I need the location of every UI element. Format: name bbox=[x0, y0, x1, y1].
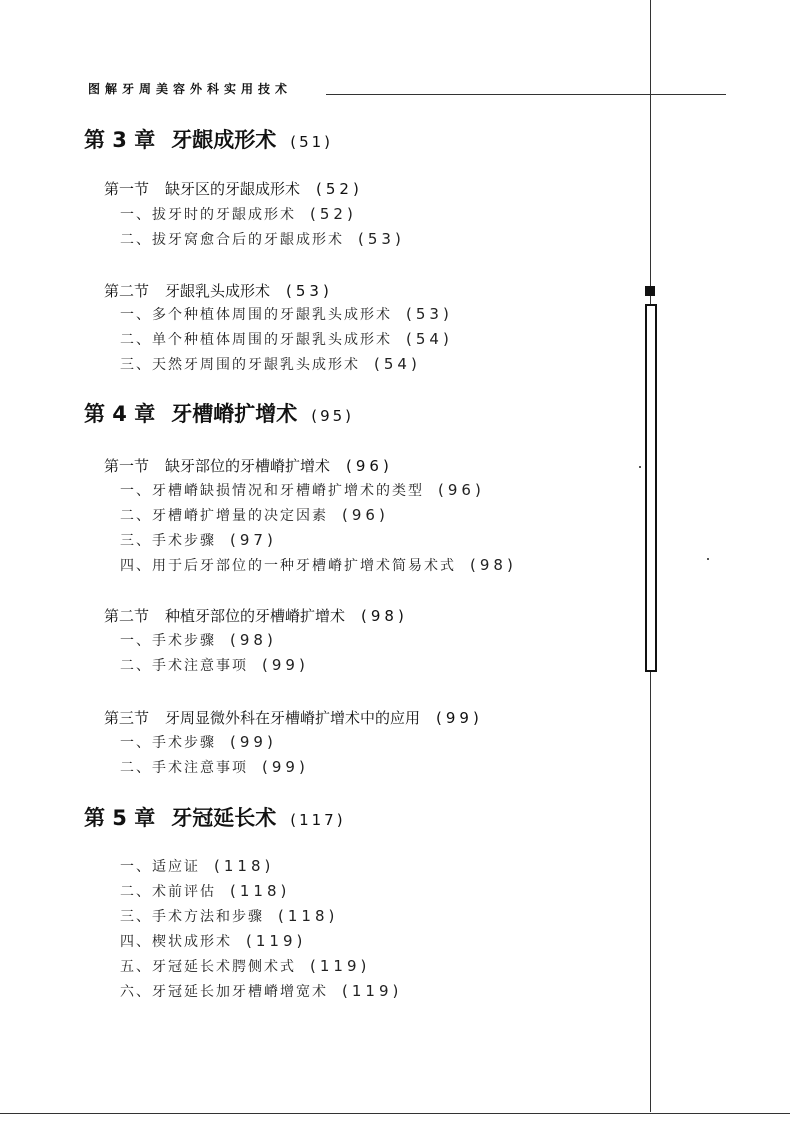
toc-item[interactable] bbox=[120, 480, 485, 500]
section-title: 缺牙部位的牙槽嵴扩增术 bbox=[165, 457, 331, 475]
toc-item[interactable] bbox=[120, 981, 402, 1001]
item-text: 六、牙冠延长加牙槽嵴增宽术 bbox=[120, 984, 328, 1000]
bookmark-bar bbox=[645, 304, 657, 672]
toc-item[interactable] bbox=[120, 655, 309, 675]
section-number: 第二节 bbox=[104, 282, 150, 300]
scan-speck bbox=[639, 466, 641, 468]
toc-item[interactable] bbox=[120, 732, 277, 752]
item-page: (99) bbox=[230, 733, 277, 751]
item-page: (97) bbox=[230, 531, 277, 549]
item-page: (98) bbox=[470, 556, 517, 574]
item-page: (119) bbox=[342, 982, 403, 1000]
running-header: 图解牙周美容外科实用技术 bbox=[88, 82, 293, 96]
section-title: 缺牙区的牙龈成形术 bbox=[165, 180, 301, 198]
chapter-4-heading[interactable] bbox=[84, 398, 354, 428]
item-text: 二、牙槽嵴扩增量的决定因素 bbox=[120, 508, 328, 524]
item-text: 三、手术步骤 bbox=[120, 533, 216, 549]
section-title: 牙龈乳头成形术 bbox=[165, 282, 271, 300]
toc-item[interactable] bbox=[120, 505, 389, 525]
section-page: (98) bbox=[361, 607, 408, 625]
item-page: (98) bbox=[230, 631, 277, 649]
toc-section[interactable] bbox=[104, 605, 408, 626]
item-text: 三、手术方法和步骤 bbox=[120, 909, 264, 925]
section-page: (96) bbox=[346, 457, 393, 475]
toc-item[interactable] bbox=[120, 881, 290, 901]
item-page: (54) bbox=[374, 355, 421, 373]
item-text: 二、单个种植体周围的牙龈乳头成形术 bbox=[120, 332, 392, 348]
item-text: 五、牙冠延长术腭侧术式 bbox=[120, 959, 296, 975]
chapter-title: 牙槽嵴扩增术 bbox=[171, 402, 298, 426]
section-page: (99) bbox=[436, 709, 483, 727]
item-page: (118) bbox=[214, 857, 275, 875]
item-text: 四、楔状成形术 bbox=[120, 934, 232, 950]
item-text: 三、天然牙周围的牙龈乳头成形术 bbox=[120, 357, 360, 373]
section-number: 第三节 bbox=[104, 709, 150, 727]
item-page: (54) bbox=[406, 330, 453, 348]
item-page: (118) bbox=[278, 907, 339, 925]
toc-item[interactable] bbox=[120, 229, 405, 249]
toc-section[interactable] bbox=[104, 455, 393, 476]
item-page: (119) bbox=[310, 957, 371, 975]
item-page: (53) bbox=[406, 305, 453, 323]
toc-section[interactable] bbox=[104, 707, 483, 728]
chapter-title: 牙冠延长术 bbox=[171, 806, 277, 830]
item-text: 一、拔牙时的牙龈成形术 bbox=[120, 207, 296, 223]
toc-item[interactable] bbox=[120, 329, 453, 349]
item-text: 一、手术步骤 bbox=[120, 633, 216, 649]
chapter-5-heading[interactable] bbox=[84, 802, 346, 832]
bookmark-marker-icon bbox=[645, 286, 655, 296]
section-title: 种植牙部位的牙槽嵴扩增术 bbox=[165, 607, 346, 625]
item-page: (52) bbox=[310, 205, 357, 223]
toc-section[interactable] bbox=[104, 280, 333, 301]
chapter-number: 第 4 章 bbox=[84, 402, 156, 426]
item-text: 一、多个种植体周围的牙龈乳头成形术 bbox=[120, 307, 392, 323]
section-page: (52) bbox=[316, 180, 363, 198]
toc-item[interactable] bbox=[120, 530, 277, 550]
item-text: 一、牙槽嵴缺损情况和牙槽嵴扩增术的类型 bbox=[120, 483, 424, 499]
toc-item[interactable] bbox=[120, 956, 370, 976]
chapter-number: 第 5 章 bbox=[84, 806, 156, 830]
toc-item[interactable] bbox=[120, 757, 309, 777]
toc-item[interactable] bbox=[120, 931, 306, 951]
item-page: (96) bbox=[342, 506, 389, 524]
item-text: 二、拔牙窝愈合后的牙龈成形术 bbox=[120, 232, 344, 248]
item-page: (53) bbox=[358, 230, 405, 248]
item-page: (99) bbox=[262, 758, 309, 776]
item-page: (118) bbox=[230, 882, 291, 900]
toc-item[interactable] bbox=[120, 304, 453, 324]
item-page: (96) bbox=[438, 481, 485, 499]
section-number: 第二节 bbox=[104, 607, 150, 625]
item-text: 二、手术注意事项 bbox=[120, 760, 248, 776]
scan-speck bbox=[707, 558, 709, 560]
toc-item[interactable] bbox=[120, 555, 517, 575]
toc-item[interactable] bbox=[120, 906, 338, 926]
chapter-page: (117) bbox=[290, 811, 346, 829]
toc-item[interactable] bbox=[120, 630, 277, 650]
chapter-page: (95) bbox=[311, 407, 355, 425]
item-text: 一、适应证 bbox=[120, 859, 200, 875]
chapter-3-heading[interactable] bbox=[84, 124, 333, 154]
chapter-title: 牙龈成形术 bbox=[171, 128, 277, 152]
item-text: 二、手术注意事项 bbox=[120, 658, 248, 674]
toc-item[interactable] bbox=[120, 856, 274, 876]
bottom-rule bbox=[0, 1113, 790, 1114]
section-number: 第一节 bbox=[104, 180, 150, 198]
toc-item[interactable] bbox=[120, 204, 357, 224]
item-page: (119) bbox=[246, 932, 307, 950]
toc-item[interactable] bbox=[120, 354, 421, 374]
section-page: (53) bbox=[286, 282, 333, 300]
item-text: 四、用于后牙部位的一种牙槽嵴扩增术简易术式 bbox=[120, 558, 456, 574]
section-title: 牙周显微外科在牙槽嵴扩增术中的应用 bbox=[165, 709, 421, 727]
item-text: 一、手术步骤 bbox=[120, 735, 216, 751]
item-page: (99) bbox=[262, 656, 309, 674]
item-text: 二、术前评估 bbox=[120, 884, 216, 900]
section-number: 第一节 bbox=[104, 457, 150, 475]
chapter-page: (51) bbox=[290, 133, 334, 151]
toc-section[interactable] bbox=[104, 178, 363, 199]
header-rule bbox=[326, 94, 726, 95]
chapter-number: 第 3 章 bbox=[84, 128, 156, 152]
